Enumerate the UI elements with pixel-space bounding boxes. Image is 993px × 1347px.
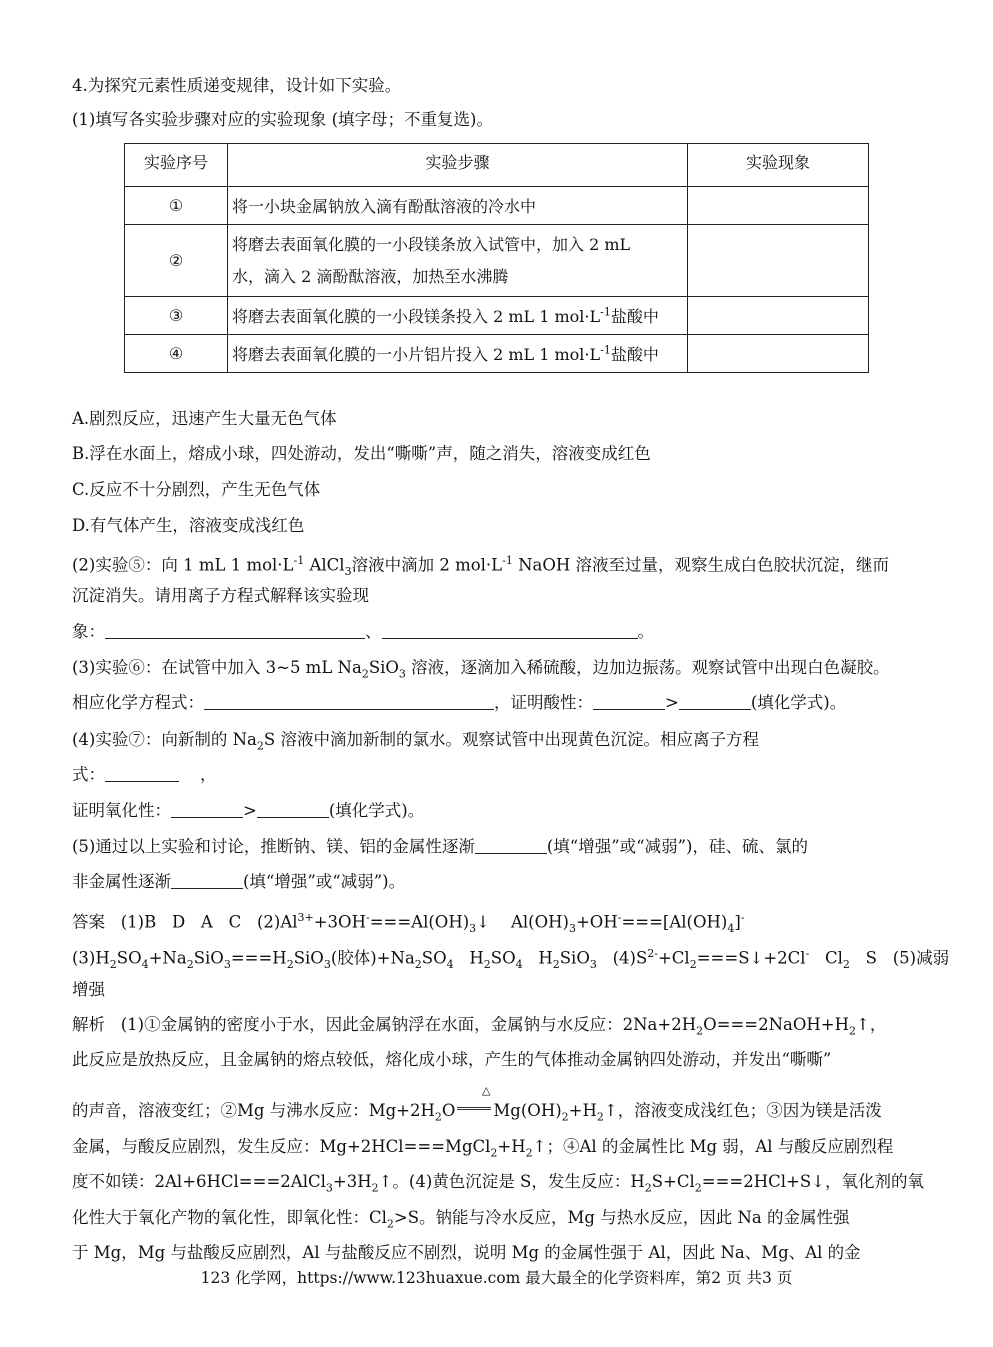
header-step: 实验步骤 bbox=[228, 144, 688, 187]
table-header-row bbox=[125, 144, 869, 187]
table-row bbox=[125, 297, 869, 335]
table-row bbox=[125, 225, 869, 297]
page-footer: 123 化学网，https://www.123huaxue.com 最大最全的化学资料库，第2 页 共3 页 bbox=[200, 1269, 793, 1287]
option-c: C.反应不十分剧烈，产生无色气体 bbox=[72, 480, 321, 499]
row-step: 将磨去表面氧化膜的一小片铝片投入 2 mL 1 $mol\cdot L^{-1}$盐酸中 bbox=[228, 335, 688, 373]
option-a: A.剧烈反应，迅速产生大量无色气体 bbox=[72, 409, 337, 428]
row-result bbox=[688, 297, 869, 335]
part1-instruction: (1)填写各实验步骤对应的实验现象 (填字母；不重复选)。 bbox=[72, 110, 493, 129]
table-row bbox=[125, 187, 869, 225]
row-no: ① bbox=[125, 187, 228, 225]
row-no: ② bbox=[125, 225, 228, 297]
row-step: 将一小块金属钠放入滴有酚酞溶液的冷水中 bbox=[228, 187, 688, 225]
row-step: 将磨去表面氧化膜的一小段镁条放入试管中，加入 2 mL 水，滴入 2 滴酚酞溶液，加热至水沸腾 bbox=[228, 225, 688, 297]
heat-triangle-icon: △ bbox=[482, 1084, 491, 1097]
header-result: 实验现象 bbox=[688, 144, 869, 187]
row-result bbox=[688, 187, 869, 225]
row-no: ③ bbox=[125, 297, 228, 335]
option-b: B.浮在水面上，熔成小球，四处游动，发出“嘶嘶”声，随之消失，溶液变成红色 bbox=[72, 444, 651, 463]
experiment-table bbox=[124, 143, 869, 373]
option-d: D.有气体产生，溶液变成浅红色 bbox=[72, 516, 305, 535]
row-no: ④ bbox=[125, 335, 228, 373]
row-result bbox=[688, 225, 869, 297]
header-no: 实验序号 bbox=[125, 144, 228, 187]
row-result bbox=[688, 335, 869, 373]
question-title: 4.为探究元素性质递变规律，设计如下实验。 bbox=[72, 76, 402, 95]
row-step: 将磨去表面氧化膜的一小段镁条投入 2 mL 1 $mol\cdot L^{-1}$盐酸中 bbox=[228, 297, 688, 335]
table-row bbox=[125, 335, 869, 373]
